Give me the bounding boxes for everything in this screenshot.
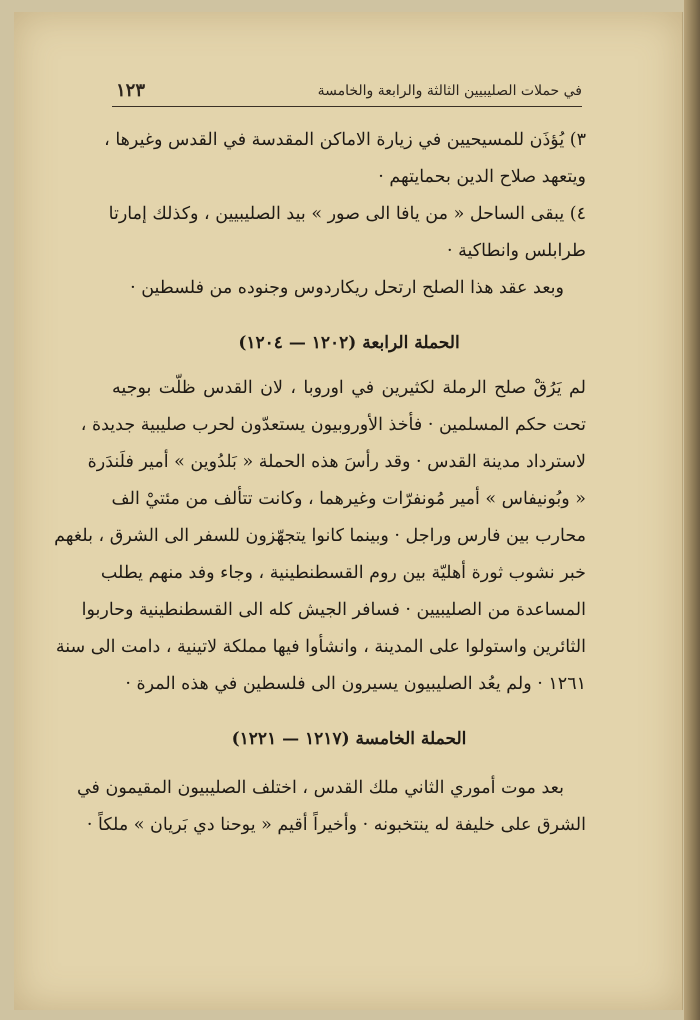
text-line: ١٢٦١ · ولم يعُد الصليبيون يسيرون الى فلسطين في هذه المرة ·: [125, 674, 586, 694]
text-line: خبر نشوب ثورة أهليّة بين روم القسطنطينية ، وجاء وفد منهم يطلب: [100, 563, 586, 583]
text-line: ويتعهد صلاح الدين بحمايتهم ·: [378, 167, 586, 187]
text-line: المساعدة من الصليبيين · فسافر الجيش كله الى القسطنطينية وحاربوا: [81, 600, 586, 620]
text-line: « وبُونيفاس » أمير مُونفرّات وغيرهما ، وكانت تتألف من مئتيْ الف: [111, 489, 586, 509]
text-line: ٣) يُؤذَن للمسيحيين في زيارة الاماكن المقدسة في القدس وغيرها ،: [104, 130, 586, 150]
text-line: وبعد عقد هذا الصلح ارتحل ريكاردوس وجنوده من فلسطين ·: [130, 278, 564, 298]
text-line: بعد موت أموري الثاني ملك القدس ، اختلف الصليبيون المقيمون في: [76, 778, 564, 798]
section-heading-fourth-crusade: الحملة الرابعة (١٢٠٢ — ١٢٠٤): [238, 333, 460, 353]
section-heading-fifth-crusade: الحملة الخامسة (١٢١٧ — ١٢٢١): [231, 729, 467, 749]
page-body: [54, 122, 586, 844]
text-line: ٤) يبقى الساحل « من يافا الى صور » بيد الصليبيين ، وكذلك إمارتا: [108, 204, 586, 224]
text-line: الثائرين واستولوا على المدينة ، وانشأوا فيها مملكة لاتينية ، دامت الى سنة: [55, 637, 586, 657]
page-header: [112, 80, 582, 107]
text-line: لاسترداد مدينة القدس · وقد رأسَ هذه الحملة « بَلدُوين » أمير فلَندَرة: [87, 452, 586, 472]
running-title: في حملات الصليبيين الثالثة والرابعة والخامسة: [317, 83, 582, 99]
text-line: الشرق على خليفة له ينتخبونه · وأخيراً أقيم « يوحنا دي بَريان » ملكاً ·: [86, 815, 586, 835]
book-edge: [684, 0, 700, 1020]
text-line: تحت حكم المسلمين · فأخذ الأوروبيون يستعدّون لحرب صليبية جديدة ،: [80, 415, 586, 435]
text-line: لم يَرُقْ صلح الرملة لكثيرين في اوروبا ، لان القدس ظلّت بوجيه: [112, 378, 586, 398]
page-number: ١٢٣: [116, 80, 146, 101]
text-line: محارب بين فارس وراجل · وبينما كانوا يتجهّزون للسفر الى الشرق ، بلغهم: [54, 526, 586, 546]
text-line: طرابلس وانطاكية ·: [447, 241, 586, 261]
